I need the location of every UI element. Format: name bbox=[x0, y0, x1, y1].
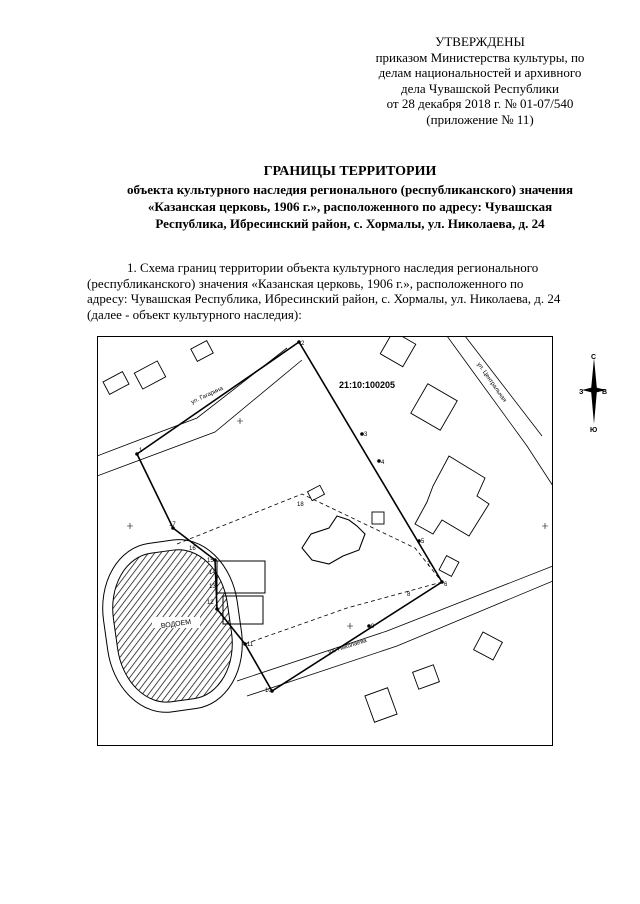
point-label: 13 bbox=[209, 584, 216, 590]
approval-line: УТВЕРЖДЕНЫ bbox=[435, 34, 525, 49]
street-label: ул. Центральная bbox=[475, 361, 508, 404]
approval-line: приказом Министерства культуры, по bbox=[375, 49, 585, 65]
approval-line: от 28 декабря 2018 г. № 01-07/540 bbox=[386, 96, 574, 111]
approval-line: (приложение № 11) bbox=[426, 111, 534, 127]
cadastral-number: 21:10:100205 bbox=[339, 380, 396, 390]
point-label: 8 bbox=[407, 592, 411, 598]
church bbox=[302, 516, 365, 564]
point-label: 16 bbox=[189, 546, 196, 552]
north-label: С bbox=[591, 354, 597, 361]
point-label: 1 bbox=[139, 448, 143, 454]
point-label: 4 bbox=[381, 460, 385, 466]
document-title bbox=[60, 163, 640, 232]
building bbox=[365, 688, 397, 723]
point-label: 7 bbox=[427, 562, 431, 568]
west-label: З bbox=[579, 389, 584, 396]
point-label: 6 bbox=[444, 582, 448, 588]
para-line: (республиканского) значения «Казанская церковь, 1906 г.», расположенного по bbox=[87, 275, 524, 291]
building bbox=[411, 384, 457, 430]
building bbox=[103, 372, 129, 395]
building bbox=[474, 632, 503, 660]
title-line: объекта культурного наследия регионального (республиканского) значения bbox=[126, 182, 574, 197]
street-nikolaeva bbox=[247, 581, 553, 696]
point-marker bbox=[213, 558, 217, 562]
approval-line: делам национальностей и архивного bbox=[378, 65, 582, 80]
building bbox=[134, 361, 165, 389]
title-line: «Казанская церковь, 1906 г.», расположенного по адресу: Чувашская bbox=[147, 199, 553, 214]
street-nikolaeva-edge bbox=[237, 566, 553, 681]
point-label: 14 bbox=[209, 570, 216, 576]
street-centralnaya bbox=[447, 336, 553, 486]
south-label: Ю bbox=[590, 427, 598, 432]
scheme-paragraph bbox=[87, 260, 612, 322]
church-annex bbox=[372, 512, 384, 524]
point-label: 12 bbox=[207, 600, 214, 606]
approval-line: дела Чувашской Республики bbox=[401, 80, 559, 96]
title-line: Республика, Ибресинский район, с. Хормалы, ул. Николаева, д. 24 bbox=[155, 216, 545, 231]
building bbox=[439, 556, 459, 577]
title-main: ГРАНИЦЫ ТЕРРИТОРИИ bbox=[263, 164, 437, 179]
para-line: адресу: Чувашская Республика, Ибресинский район, с. Хормалы, ул. Николаева, д. 24 bbox=[87, 291, 561, 306]
street-label: ул. Николаева bbox=[327, 637, 368, 656]
protection-zone-2 bbox=[245, 582, 442, 644]
point-label: 10 bbox=[265, 688, 272, 694]
street-label: ул. Гагарина bbox=[190, 385, 225, 406]
north-arrow bbox=[579, 352, 609, 432]
point-label: 17 bbox=[169, 522, 176, 528]
building bbox=[380, 336, 416, 367]
building bbox=[307, 485, 324, 500]
stadium-label: ВОДОЕМ bbox=[160, 618, 192, 631]
para-line: 1. Схема границ территории объекта культурного наследия регионального bbox=[127, 260, 539, 275]
point-label: 2 bbox=[301, 341, 305, 347]
point-label: 9 bbox=[371, 624, 375, 630]
point-label: 11 bbox=[247, 642, 254, 648]
para-line: (далее - объект культурного наследия): bbox=[87, 306, 302, 322]
building-large bbox=[415, 456, 489, 536]
street-gagarina bbox=[97, 360, 302, 476]
approval-block bbox=[360, 34, 600, 127]
east-label: В bbox=[602, 389, 608, 396]
point-label: 5 bbox=[421, 539, 425, 545]
boundary-map bbox=[97, 336, 553, 746]
point-label: 18 bbox=[297, 502, 304, 508]
point-marker bbox=[215, 607, 219, 611]
point-label: 3 bbox=[364, 432, 368, 438]
building bbox=[413, 665, 440, 689]
point-label: 15 bbox=[207, 558, 214, 564]
street-centralnaya-edge bbox=[465, 336, 542, 436]
building bbox=[191, 341, 213, 362]
map-left-edge bbox=[97, 336, 98, 744]
